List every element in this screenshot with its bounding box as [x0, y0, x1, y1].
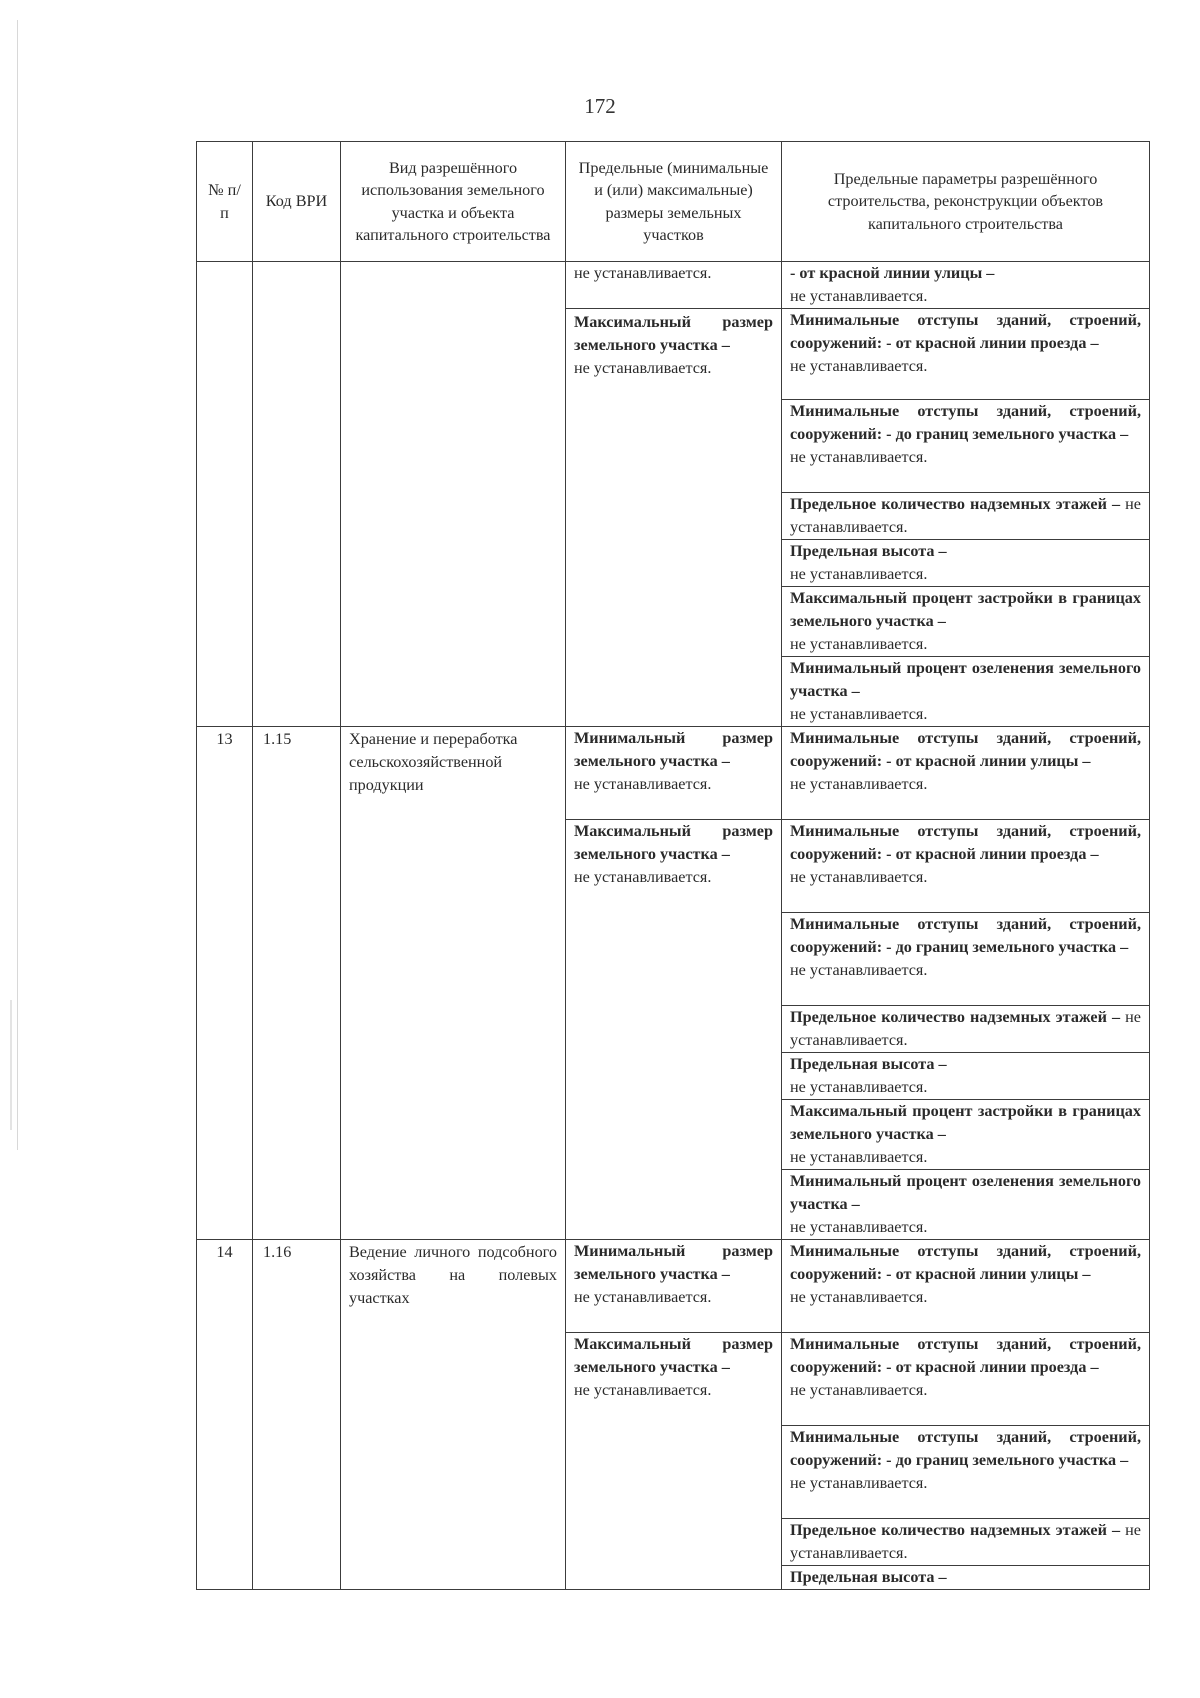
size-value: не устанавливается.	[574, 1288, 712, 1306]
param-label: Минимальный процент озеленения земельного участка –	[790, 1172, 1141, 1213]
cell-vri: Ведение личного подсобного хозяйства на полевых участках	[341, 1240, 566, 1590]
header-code: Код ВРИ	[253, 142, 341, 262]
param-label: - от красной линии улицы –	[790, 264, 995, 282]
header-sizes: Предельные (минимальные и (или) максимальные) размеры земельных участков	[566, 142, 782, 262]
scan-edge-line	[10, 1000, 12, 1130]
param-value: не устанавливается.	[790, 961, 928, 979]
param-item	[782, 1100, 1149, 1170]
page-number: 172	[584, 94, 616, 118]
param-value: не устанавливается.	[790, 1288, 928, 1306]
param-item	[782, 1566, 1149, 1589]
param-label: Предельная высота –	[790, 1568, 947, 1586]
param-label: Минимальные отступы зданий, строений, сооружений: - от красной линии проезда –	[790, 1335, 1141, 1376]
param-value: не устанавливается.	[790, 1148, 928, 1166]
size-value: не устанавливается.	[574, 264, 712, 282]
param-label: Предельное количество надземных этажей –	[790, 1521, 1121, 1539]
param-item	[782, 1240, 1149, 1333]
param-item	[782, 493, 1149, 540]
scan-edge-line	[17, 20, 18, 1150]
size-value: не устанавливается.	[574, 359, 712, 377]
param-item	[782, 727, 1149, 820]
param-label: Минимальные отступы зданий, строений, сооружений: - до границ земельного участка –	[790, 915, 1141, 956]
cell-num: 14	[197, 1240, 253, 1590]
table-row-continuation	[197, 262, 1150, 727]
cell-sizes	[566, 1240, 782, 1590]
param-value: не устанавливается.	[790, 495, 1141, 536]
param-value: не устанавливается.	[790, 705, 928, 723]
size-label: Максимальный размер земельного участка –	[574, 313, 773, 354]
size-label: Минимальный размер земельного участка –	[574, 729, 773, 770]
param-label: Предельная высота –	[790, 1055, 947, 1073]
header-params: Предельные параметры разрешённого строительства, реконструкции объектов капитального строительства	[782, 142, 1150, 262]
param-label: Максимальный процент застройки в границах земельного участка –	[790, 1102, 1141, 1143]
param-item	[782, 1170, 1149, 1239]
cell-params	[782, 262, 1150, 727]
size-item	[566, 1240, 781, 1333]
param-item	[782, 1333, 1149, 1426]
param-item	[782, 1053, 1149, 1100]
size-item	[566, 820, 781, 889]
param-value: не устанавливается.	[790, 1078, 928, 1096]
table-header-row	[197, 142, 1150, 262]
param-value: не устанавливается.	[790, 635, 928, 653]
cell-code: 1.16	[253, 1240, 341, 1590]
param-label: Минимальные отступы зданий, строений, сооружений: - до границ земельного участка –	[790, 402, 1141, 443]
cell-code	[253, 262, 341, 727]
size-value: не устанавливается.	[574, 1381, 712, 1399]
param-value: не устанавливается.	[790, 357, 928, 375]
cell-num: 13	[197, 727, 253, 1240]
param-value: не устанавливается.	[790, 1474, 928, 1492]
param-item	[782, 262, 1149, 309]
cell-params	[782, 727, 1150, 1240]
param-value: не устанавливается.	[790, 1381, 928, 1399]
param-item	[782, 1519, 1149, 1566]
param-value: не устанавливается.	[790, 775, 928, 793]
param-item	[782, 400, 1149, 493]
regulations-table	[196, 141, 1150, 1590]
param-item	[782, 1426, 1149, 1519]
param-value: не устанавливается.	[790, 287, 928, 305]
size-label: Максимальный размер земельного участка –	[574, 822, 773, 863]
param-value: не устанавливается.	[790, 868, 928, 886]
param-item	[782, 820, 1149, 913]
param-value: не устанавливается.	[790, 1218, 928, 1236]
param-value: не устанавливается.	[790, 1521, 1141, 1562]
header-num: № п/п	[197, 142, 253, 262]
param-item	[782, 540, 1149, 587]
param-item	[782, 309, 1149, 400]
header-vri: Вид разрешённого использования земельного участка и объекта капитального строительства	[341, 142, 566, 262]
size-item	[566, 727, 781, 820]
size-item	[566, 262, 781, 309]
param-label: Предельная высота –	[790, 542, 947, 560]
param-label: Минимальные отступы зданий, строений, сооружений: - от красной линии проезда –	[790, 311, 1141, 352]
size-label: Минимальный размер земельного участка –	[574, 1242, 773, 1283]
size-label: Максимальный размер земельного участка –	[574, 1335, 773, 1376]
param-item	[782, 1006, 1149, 1053]
size-value: не устанавливается.	[574, 868, 712, 886]
param-label: Предельное количество надземных этажей –	[790, 1008, 1121, 1026]
size-item	[566, 1333, 781, 1402]
param-item	[782, 913, 1149, 1006]
cell-vri	[341, 262, 566, 727]
size-item	[566, 309, 781, 380]
param-label: Минимальный процент озеленения земельного участка –	[790, 659, 1141, 700]
param-item	[782, 587, 1149, 657]
param-label: Минимальные отступы зданий, строений, сооружений: - от красной линии проезда –	[790, 822, 1141, 863]
param-label: Минимальные отступы зданий, строений, сооружений: - от красной линии улицы –	[790, 1242, 1141, 1283]
size-value: не устанавливается.	[574, 775, 712, 793]
table-row	[197, 727, 1150, 1240]
cell-num	[197, 262, 253, 727]
param-value: не устанавливается.	[790, 565, 928, 583]
cell-sizes	[566, 727, 782, 1240]
cell-params	[782, 1240, 1150, 1590]
table-row	[197, 1240, 1150, 1590]
param-label: Предельное количество надземных этажей –	[790, 495, 1121, 513]
param-label: Минимальные отступы зданий, строений, сооружений: - от красной линии улицы –	[790, 729, 1141, 770]
cell-code: 1.15	[253, 727, 341, 1240]
param-value: не устанавливается.	[790, 448, 928, 466]
param-label: Максимальный процент застройки в границах земельного участка –	[790, 589, 1141, 630]
param-item	[782, 657, 1149, 726]
cell-vri: Хранение и переработка сельскохозяйственной продукции	[341, 727, 566, 1240]
param-value: не устанавливается.	[790, 1008, 1141, 1049]
cell-sizes	[566, 262, 782, 727]
param-label: Минимальные отступы зданий, строений, сооружений: - до границ земельного участка –	[790, 1428, 1141, 1469]
